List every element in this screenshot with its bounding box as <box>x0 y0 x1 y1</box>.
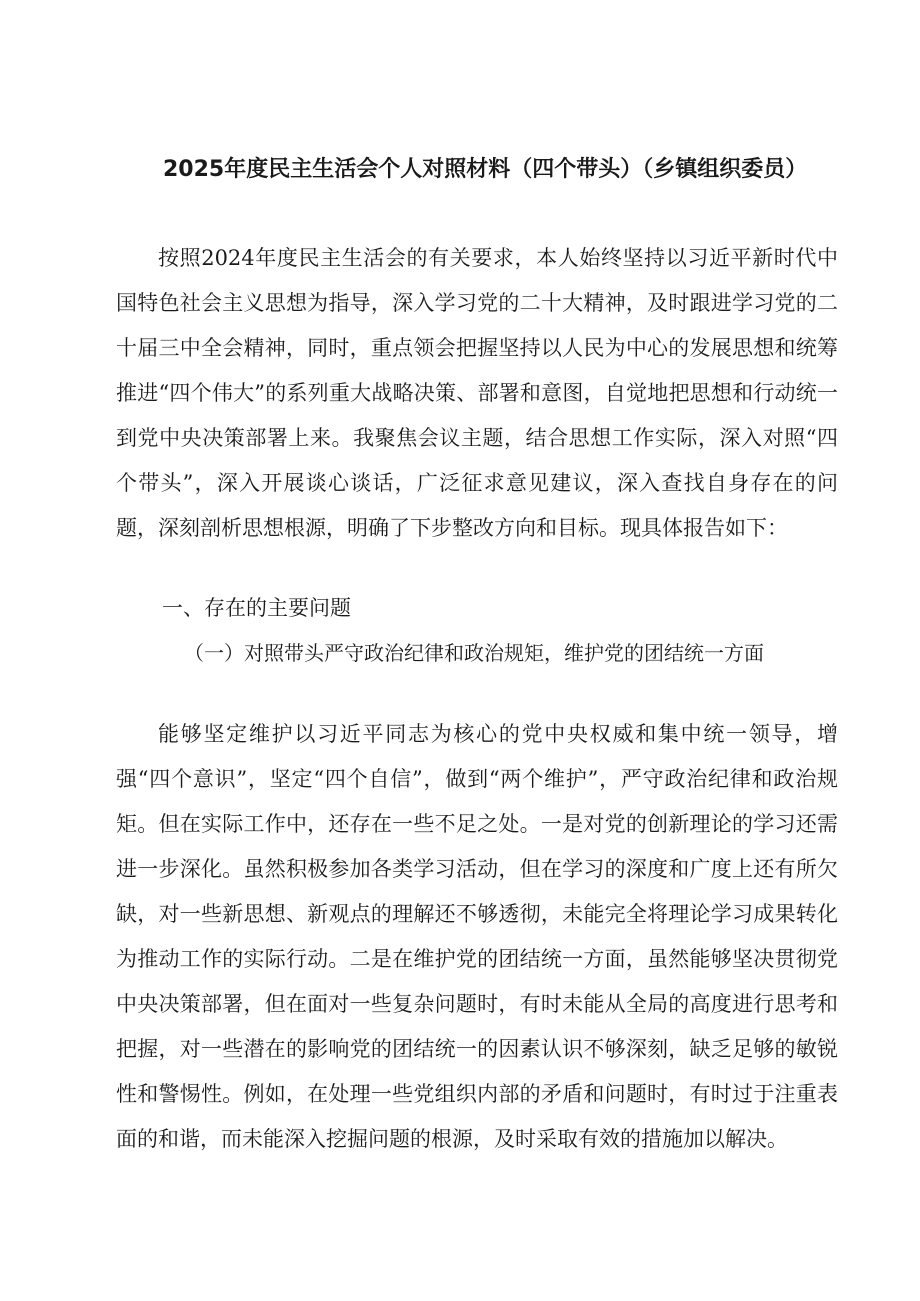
subsection-body-paragraph: 能够坚定维护以习近平同志为核心的党中央权威和集中统一领导，增强“四个意识”，坚定“四个自信”，做到“两个维护”，严守政治纪律和政治规矩。但在实际工作中，还存在一些不足之处。一是对党的创新理论的学习还需进一步深化。虽然积极参加各类学习活动，但在学习的深度和广度上还有所欠缺，对一些新思想、新观点的理解还不够透彻，未能完全将理论学习成果转化为推动工作的实际行动。二是在维护党的团结统一方面，虽然能够坚决贯彻党中央决策部署，但在面对一些复杂问题时，有时未能从全局的高度进行思考和把握，对一些潜在的影响党的团结统一的因素认识不够深刻，缺乏足够的敏锐性和警惕性。例如，在处理一些党组织内部的矛盾和问题时，有时过于注重表面的和谐，而未能深入挖掘问题的根源，及时采取有效的措施加以解决。 <box>116 722 838 1151</box>
intro-paragraph: 按照2024年度民主生活会的有关要求，本人始终坚持以习近平新时代中国特色社会主义思想为指导，深入学习党的二十大精神，及时跟进学习党的二十届三中全会精神，同时，重点领会把握坚持以人民为中心的发展思想和统筹推进“四个伟大”的系列重大战略决策、部署和意图，自觉地把思想和行动统一到党中央决策部署上来。我聚焦会议主题，结合思想工作实际，深入对照“四个带头”，深入开展谈心谈话，广泛征求意见建议，深入查找自身存在的问题，深刻剖析思想根源，明确了下步整改方向和目标。现具体报告如下： <box>116 246 838 540</box>
subsection-heading-political-discipline: （一）对照带头严守政治纪律和政治规矩，维护党的团结统一方面 <box>184 641 764 665</box>
section-heading-main-problems: 一、存在的主要问题 <box>162 596 351 620</box>
document-title: 2025年度民主生活会个人对照材料（四个带头）（乡镇组织委员） <box>163 157 808 182</box>
